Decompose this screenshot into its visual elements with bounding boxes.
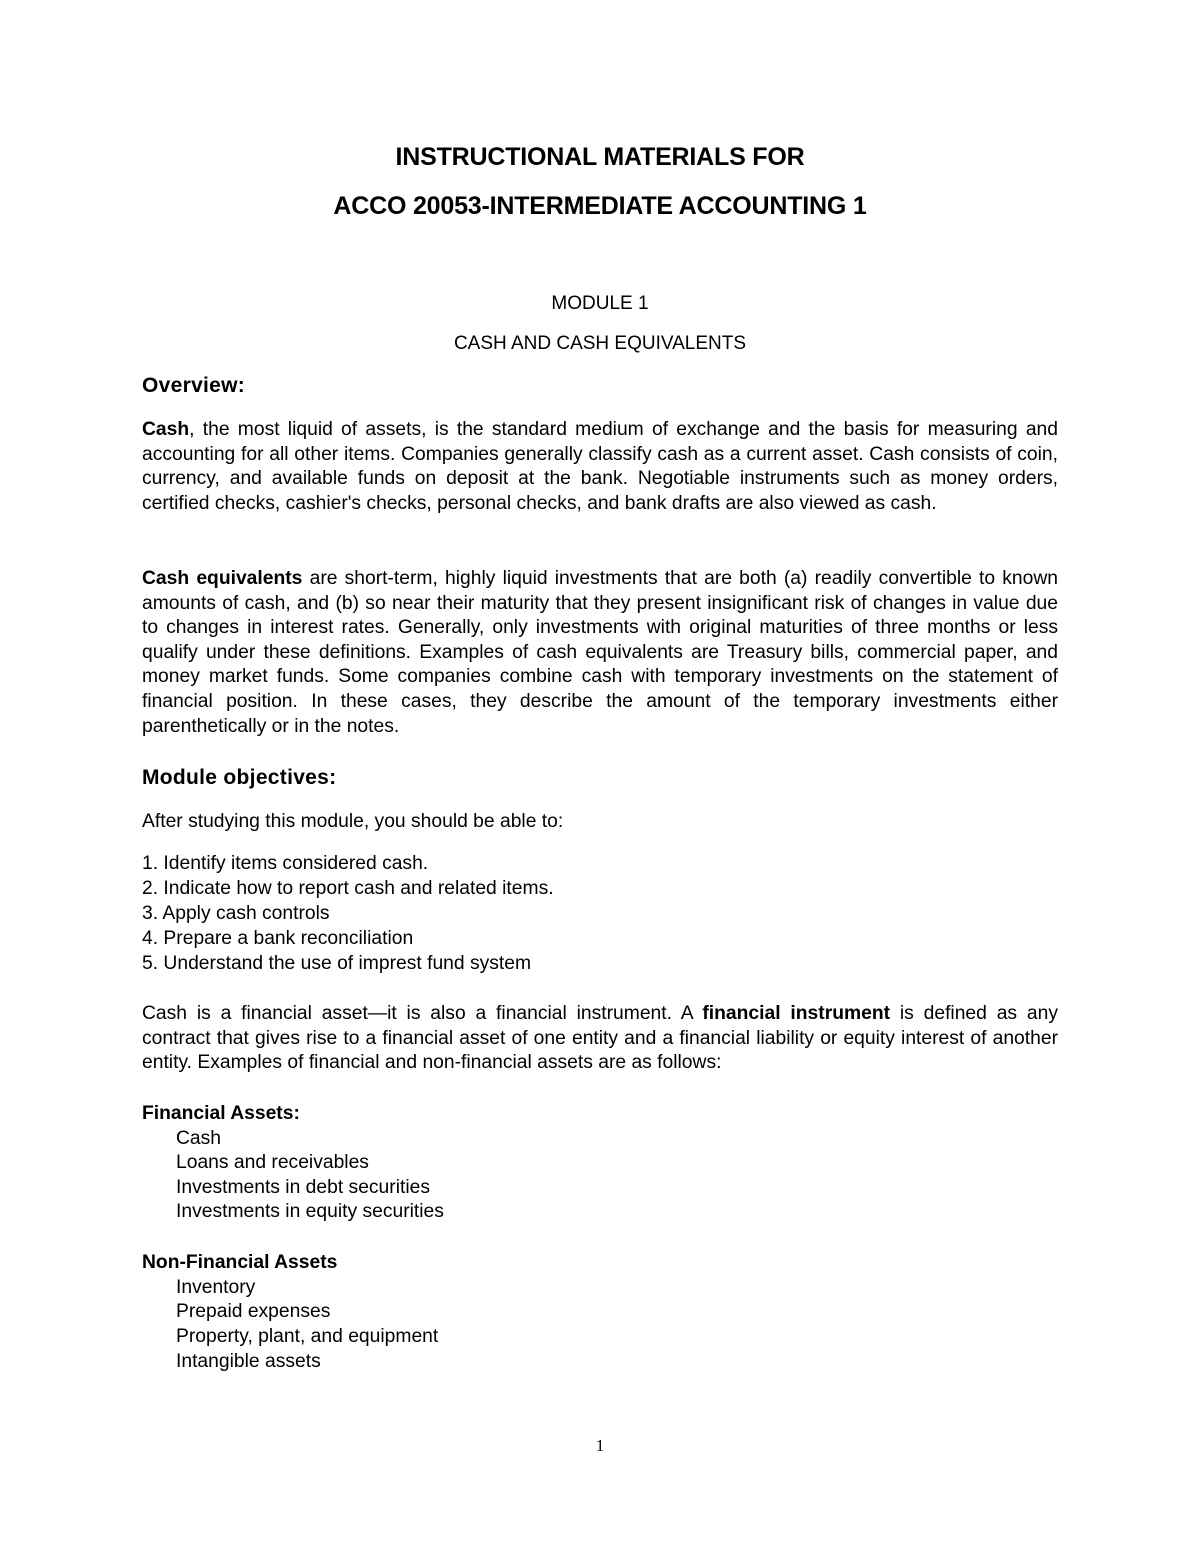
financial-asset-item: Cash — [176, 1128, 222, 1149]
module-objectives-heading: Module objectives: — [142, 766, 337, 789]
objective-item: 1. Identify items considered cash. — [142, 853, 429, 874]
financial-instrument-term: financial instrument — [702, 1003, 891, 1024]
document-title-line1: INSTRUCTIONAL MATERIALS FOR — [395, 143, 805, 171]
financial-asset-item: Investments in equity securities — [176, 1201, 444, 1222]
objectives-intro: After studying this module, you should be able to: — [142, 811, 564, 832]
cash-term: Cash — [142, 419, 190, 440]
financial-assets-heading: Financial Assets: — [142, 1103, 300, 1124]
objective-item: 5. Understand the use of imprest fund system — [142, 953, 532, 974]
objective-item: 4. Prepare a bank reconciliation — [142, 928, 414, 949]
non-financial-assets-heading: Non-Financial Assets — [142, 1252, 338, 1273]
non-financial-asset-item: Intangible assets — [176, 1351, 321, 1372]
cash-paragraph — [142, 418, 1058, 516]
financial-text-after: is defined as any contract that gives rise to a financial asset of one entity and a financial liability or equity interest of another entity. Examples of financial and non-financial assets are as follows: — [142, 1003, 1058, 1074]
non-financial-asset-item: Property, plant, and equipment — [176, 1326, 439, 1347]
module-label: MODULE 1 — [551, 293, 649, 314]
cash-equivalents-paragraph — [142, 567, 1058, 739]
objective-item: 2. Indicate how to report cash and related items. — [142, 878, 554, 899]
cash-equivalents-term: Cash equivalents — [142, 568, 303, 589]
objective-item: 3. Apply cash controls — [142, 903, 330, 924]
non-financial-asset-item: Prepaid expenses — [176, 1301, 331, 1322]
cash-text: , the most liquid of assets, is the standard medium of exchange and the basis for measuring and accounting for all other items. Companies generally classify cash as a current asset. Cash consists of coin, currency, and available funds on deposit at the bank. Negotiable instruments such as money orders, certified checks, cashier's checks, personal checks, and bank drafts are also viewed as cash. — [142, 419, 1058, 514]
cash-equivalents-text: are short-term, highly liquid investments that are both (a) readily convertible to known amounts of cash, and (b) so near their maturity that they present insignificant risk of changes in value due to changes in interest rates. Generally, only investments with original maturities of three months or less qualify under these definitions. Examples of cash equivalents are Treasury bills, commercial paper, and money market funds. Some companies combine cash with temporary investments on the statement of financial position. In these cases, they describe the amount of the temporary investments either parenthetically or in the notes. — [142, 568, 1059, 737]
document-title-line2: ACCO 20053-INTERMEDIATE ACCOUNTING 1 — [333, 192, 867, 220]
financial-asset-item: Investments in debt securities — [176, 1177, 430, 1198]
financial-asset-item: Loans and receivables — [176, 1152, 369, 1173]
financial-text-before: Cash is a financial asset—it is also a financial instrument. A — [142, 1003, 703, 1024]
page-number: 1 — [595, 1436, 605, 1455]
financial-instrument-paragraph — [142, 1002, 1058, 1076]
overview-heading: Overview: — [142, 374, 246, 397]
non-financial-asset-item: Inventory — [176, 1277, 256, 1298]
module-title: CASH AND CASH EQUIVALENTS — [453, 333, 747, 354]
